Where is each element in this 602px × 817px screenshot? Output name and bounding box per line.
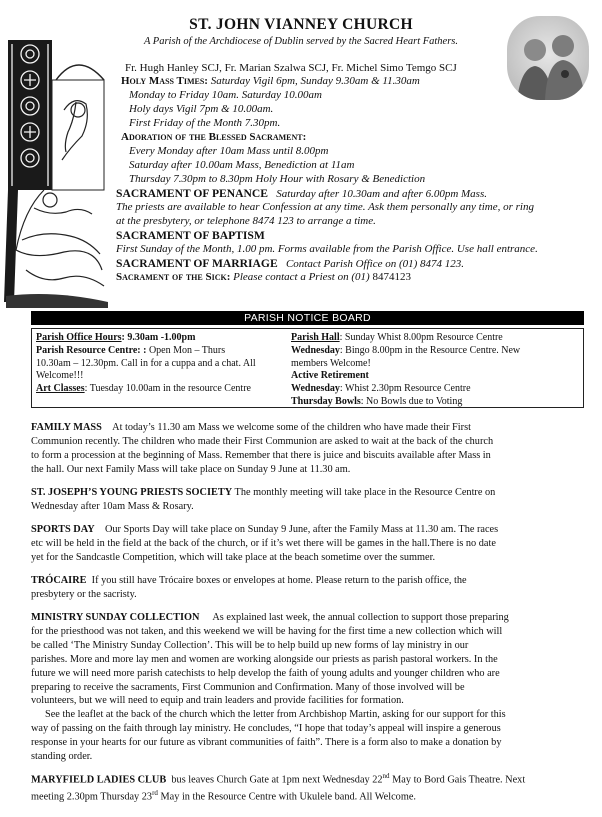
wednesday2-label: Wednesday [291,383,340,395]
family-mass-heading: FAMILY MASS [31,422,102,433]
sports-day-line1: Our Sports Day will take place on Sunday 9 June, after the Family Mass at 11.30 am. The races [104,524,499,535]
young-priests-section [31,486,584,514]
art-classes-value: : Tuesday 10.00am in the resource Centre [84,383,251,395]
family-mass-line2: Communion recently. The children who made their First Communion are asked to wait at the back of the church [31,435,494,447]
ministry-line7: volunteers, but we will need to equip and train leaders and provide facilities for formation. [31,695,404,707]
ministry-section [31,611,584,764]
resource-centre-line2: 10.30am – 12.30pm. Call in for a cuppa and a chat. All [36,357,256,369]
young-priests-line2: Wednesday after 10am Mass & Rosary. [31,500,194,512]
marriage-text: Contact Parish Office on (01) 8474 123. [285,258,465,270]
adoration-line2: Saturday after 10.00am Mass, Benediction at 11am [129,159,355,171]
ministry-line1: As explained last week, the annual collection to support those preparing [212,612,509,623]
notice-board-box [31,328,584,408]
active-retirement-label: Active Retirement [291,370,369,382]
notice-board-left [36,332,282,396]
ministry-line9: way of passing on the faith through lay ministry. He concludes, “I hope that today’s appeal will inspire a generous [31,723,501,735]
family-mass-line4: the hall. Our next Family Mass will take place on Sunday 9 June at 11.30 am. [31,463,351,475]
sports-day-line3: yet for the Sandcastle Competition, which will take place at the beach sometime over the summer. [31,551,436,563]
adoration-line3: Thursday 7.30pm to 8.30pm Holy Hour with Rosary & Benediction [129,173,426,185]
priests-line: Fr. Hugh Hanley SCJ, Fr. Marian Szalwa SCJ, Fr. Michel Simo Temgo SCJ [125,62,457,74]
adoration-line1: Every Monday after 10am Mass until 8.00pm [129,145,329,157]
mass-times-line2: Monday to Friday 10am. Saturday 10.00am [129,89,322,101]
trocaire-line2: presbytery or the sacristy. [31,588,137,600]
office-hours-label: Parish Office Hours [36,332,122,343]
maryfield-sup2: rd [152,789,158,798]
bowls-value: : No Bowls due to Voting [360,395,463,407]
page-subtitle: A Parish of the Archdiocese of Dublin served by the Sacred Heart Fathers. [143,36,459,47]
baptism-line1: First Sunday of the Month, 1.00 pm. Forms available from the Parish Office. Use hall entrance. [116,243,538,255]
maryfield-heading: MARYFIELD LADIES CLUB [31,774,167,786]
resource-centre-line3: Welcome!!! [36,370,84,382]
penance-line2: The priests are available to hear Confession at any time. Ask them personally any time, or ring [116,201,534,213]
ministry-line6: preparing to receive the sacraments, First Communion and Confirmation. Many of those involved will be [31,681,465,693]
ministry-heading: MINISTRY SUNDAY COLLECTION [31,612,200,623]
parish-hall-label: Parish Hall [291,332,340,343]
mass-times-line4: First Friday of the Month 7.30pm. [129,117,281,129]
penance-heading: SACRAMENT OF PENANCE [116,187,269,200]
bowls-label: Thursday Bowls [291,395,361,407]
trocaire-heading: TRÓCAIRE [31,575,87,586]
maryfield-sup1: nd [382,772,390,780]
sick-row [116,271,411,284]
wednesday-label: Wednesday [291,344,340,356]
ministry-line5: future we will need more parish catechists to help develop the faith of young adults and younger children who are [31,667,500,679]
maryfield-section [31,770,584,805]
ministry-line2: for the priesthood was not taken, and this weekend we will be having for the first time a new collection which will [31,625,503,637]
maryfield-line2b: May in the Resource Centre with Ukulele band. All Welcome. [157,791,416,803]
sick-text: Please contact a Priest on (01) [233,271,370,283]
resource-centre-label: Parish Resource Centre: : [36,344,147,356]
ministry-line11: standing order. [31,751,93,763]
family-mass-section [31,421,584,477]
family-mass-line3: to form a procession at the beginning of Mass. Remember that there is juice and biscuits available after Mass in [31,449,491,461]
wednesday-line2: members Welcome! [291,357,371,369]
penance-line1: Saturday after 10.30am and after 6.00pm Mass. [276,188,487,200]
sports-day-section [31,523,584,565]
mass-times-row [121,75,420,88]
mass-times-line3: Holy days Vigil 7pm & 10.00am. [129,103,274,115]
wednesday-line1: : Bingo 8.00pm in the Resource Centre. New [339,344,521,356]
ministry-line4: parishes. More and more lay men and women are working alongside our priests as parish pastoral workers. In the [31,653,498,665]
marriage-heading: SACRAMENT OF MARRIAGE [116,257,278,270]
sports-day-heading: SPORTS DAY [31,524,95,535]
sick-heading: Sacrament of the Sick: [116,271,231,283]
mass-times-heading: Holy Mass Times: [121,75,208,87]
page-title: ST. JOHN VIANNEY CHURCH [189,16,413,33]
ministry-line10: response in your hearts for our future as vibrant communities of faith”. There is a form also to make a donation by [31,737,502,749]
maryfield-line2a: meeting 2.30pm Thursday 23 [31,791,153,803]
young-priests-heading: ST. JOSEPH’S YOUNG PRIESTS SOCIETY [31,487,233,498]
marriage-row [116,257,464,271]
trocaire-section [31,574,584,602]
pieta-illustration [4,40,110,308]
ministry-line3: be called ‘The Ministry Sunday Collection’. This will be to help build up new forms of lay ministry in our [31,639,469,651]
baptism-heading: SACRAMENT OF BAPTISM [116,229,265,242]
adoration-heading: Adoration of the Blessed Sacrament: [121,131,307,143]
wednesday2-value: : Whist 2.30pm Resource Centre [339,383,471,395]
mass-times-line1: Saturday Vigil 6pm, Sunday 9.30am & 11.30am [210,75,420,87]
parish-hall-value: : Sunday Whist 8.00pm Resource Centre [339,332,503,343]
young-priests-line1: The monthly meeting will take place in the Resource Centre on [234,487,496,498]
maryfield-line1a: bus leaves Church Gate at 1pm next Wednesday 22 [171,774,383,786]
penance-line3: at the presbytery, or telephone 8474 123 to arrange a time. [116,215,376,227]
office-hours-value: : 9.30am -1.00pm [121,332,196,343]
sacred-heart-portrait [507,16,589,100]
family-mass-line1: At today’s 11.30 am Mass we welcome some of the children who have made their First [112,422,471,433]
ministry-line8: See the leaflet at the back of the church which the letter from Archbishop Martin, asking for our support for this [45,709,506,721]
notice-board-banner: PARISH NOTICE BOARD [31,311,584,325]
maryfield-line1b: May to Bord Gais Theatre. Next [389,774,526,786]
penance-row [116,187,487,201]
art-classes-label: Art Classes [36,383,85,395]
sick-phone: 8474123 [372,271,411,283]
notice-board-right [291,332,581,409]
resource-centre-line1: Open Mon – Thurs [146,344,226,356]
sports-day-line2: etc will be held in the field at the back of the church, or if it’s wet there will be games in the hall.There is no date [31,537,496,549]
trocaire-line1: If you still have Trócaire boxes or envelopes at home. Please return to the parish office, the [91,575,467,586]
